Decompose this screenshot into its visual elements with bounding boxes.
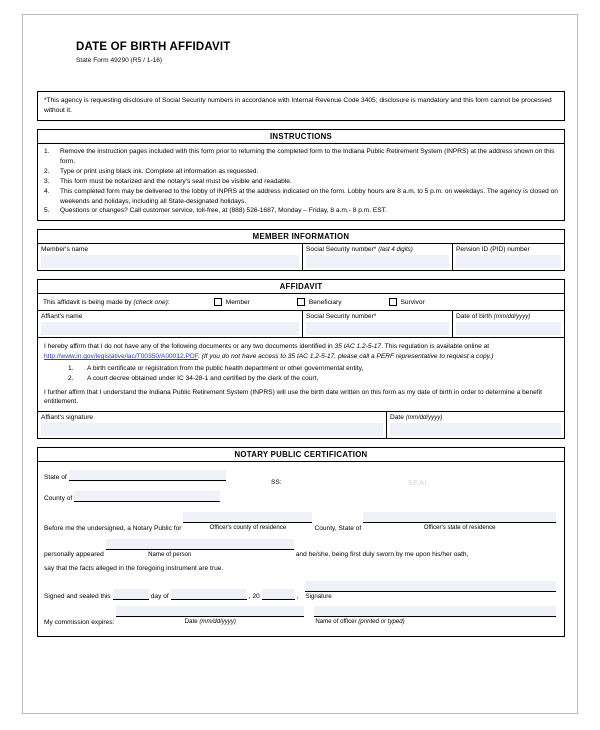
officer-name-input[interactable] (314, 606, 556, 617)
affirm-citation: 35 IAC 1.2-5-17 (334, 343, 382, 351)
commission-date-hint: (mm/dd/yyyy) (199, 618, 236, 626)
member-name-input[interactable] (41, 255, 299, 268)
instructions-heading: INSTRUCTIONS (38, 130, 564, 144)
member-pid-field[interactable] (452, 244, 564, 270)
affiant-dob-label (456, 313, 564, 320)
affirm-text-1: I hereby affirm that I do not have any of the following documents or any two documents identified in (44, 343, 335, 351)
signed-sealed-comma: , (296, 593, 299, 601)
affiant-info-row (38, 310, 564, 337)
member-pid-label: Pension ID (PID) number (456, 246, 530, 254)
affiant-name-label: Affiant's name (41, 313, 83, 321)
commission-date-input[interactable] (116, 606, 304, 617)
iac-regulation-link[interactable]: http://www.in.gov/legislative/iac/T00350/A00012.PDF (44, 353, 198, 361)
item-number: 2. (68, 375, 74, 383)
notary-seal-placeholder: SEAL (408, 480, 430, 488)
notary-signature-group (303, 581, 558, 600)
instructions-section (37, 129, 565, 221)
affiant-dob-hint: (mm/dd/yyyy) (493, 313, 531, 321)
affidavit-type-prompt-colon: : (167, 298, 170, 306)
member-name-field[interactable] (38, 244, 302, 270)
affirm-text-3: . (197, 353, 202, 361)
before-me-label: Before me the undersigned, a Notary Public for (44, 524, 182, 532)
affidavit-type-prompt-hint: (check one) (133, 298, 168, 306)
commission-date-group (114, 606, 306, 625)
commission-expires-label: My commission expires: (44, 618, 115, 626)
affidavit-section (37, 279, 565, 439)
affiant-signature-date-input[interactable] (390, 423, 561, 436)
officer-state-sublabel: Officer's state of residence (423, 524, 496, 532)
checkbox-icon[interactable] (389, 298, 397, 306)
item-number: 4. (44, 187, 50, 195)
member-ssn-label (306, 246, 452, 253)
member-name-label: Member's name (41, 246, 89, 254)
member-information-heading: MEMBER INFORMATION (38, 230, 564, 244)
affirm-parenthetical: (If you do not have access to 35 IAC 1.2-5-17, please call a PERF representative to request a copy.) (201, 353, 494, 361)
county-state-of-label: County, State of (314, 524, 362, 532)
oath-text: and he/she, being first duly sworn by me upon his/her oath, (295, 550, 469, 558)
item-text: Remove the instruction pages included with this form prior to returning the completed form to the Indiana Public Retirement System (INPRS) at the address shown on this form. (60, 148, 555, 165)
checkbox-beneficiary-label: Beneficiary (308, 298, 342, 306)
state-of-label: State of (44, 474, 67, 482)
notary-commission-line (44, 606, 558, 625)
commission-date-sublabel (114, 618, 306, 625)
list-item (44, 206, 558, 216)
notary-body (38, 462, 564, 635)
item-number: 1. (68, 365, 74, 373)
affiant-dob-field[interactable] (452, 311, 564, 337)
affirmation-text-block (38, 337, 564, 411)
notary-certification-section (37, 447, 565, 636)
commission-date-label-text: Date (184, 618, 198, 626)
facts-text: say that the facts alleged in the foregoing instrument are true. (44, 564, 224, 572)
checkbox-survivor[interactable] (389, 298, 425, 306)
list-item (44, 177, 558, 187)
checkbox-member[interactable] (214, 298, 250, 306)
state-of-input[interactable] (69, 470, 226, 481)
affiant-date-hint: (mm/dd/yyyy) (405, 414, 443, 422)
day-of-label: day of (150, 593, 169, 601)
officer-name-sublabel (315, 618, 558, 625)
notary-signed-sealed-line (44, 581, 558, 600)
officer-county-input[interactable] (183, 512, 312, 523)
list-item (68, 364, 558, 374)
further-affirmation-paragraph: I further affirm that I understand the Indiana Public Retirement System (INPRS) will use the birth date written on this form as my date of birth in order to determine a benefit entitlement. (44, 388, 542, 406)
officer-name-group (312, 606, 558, 625)
officer-state-group (361, 512, 558, 531)
affiant-signature-field[interactable] (38, 412, 386, 438)
list-item (44, 147, 558, 167)
year-input[interactable] (262, 589, 295, 600)
affidavit-type-prompt-text: This affidavit is being made by (43, 298, 132, 306)
member-information-section (37, 229, 565, 271)
item-text: A court decree obtained under IC 34-28-1 and certified by the clerk of the court, (87, 375, 319, 383)
affirmation-paragraph (44, 342, 558, 362)
officer-state-input[interactable] (363, 512, 556, 523)
page-title: DATE OF BIRTH AFFIDAVIT (76, 41, 231, 53)
ssn-disclosure-notice: *This agency is requesting disclosure of Social Security numbers in accordance with Internal Revenue Code 3405; disclosure is mandatory and this form cannot be processed without it. (37, 91, 565, 121)
day-input[interactable] (113, 589, 149, 600)
list-item (44, 167, 558, 177)
officer-county-sublabel: Officer's county of residence (209, 524, 287, 532)
member-ssn-field[interactable] (302, 244, 452, 270)
member-ssn-input[interactable] (306, 255, 449, 268)
county-of-input[interactable] (74, 491, 220, 502)
notary-before-me-line (44, 512, 558, 531)
affiant-signature-row (38, 411, 564, 438)
notary-ss-label: SS: (271, 479, 282, 487)
checkbox-beneficiary[interactable] (297, 298, 342, 306)
item-text: Type or print using black ink. Complete all information as requested. (60, 167, 259, 175)
affirm-text-2: . This regulation is available online at (381, 343, 490, 351)
item-text: This completed form may be delivered to the lobby of INPRS at the address indicated on the form. Lobby hours are 8 a.m. to 5 p.m. on weekdays. The agency is closed on weekends and holidays, including all State-designated holidays. (60, 187, 558, 205)
item-number: 3. (44, 177, 50, 185)
officer-name-label-text: Name of officer (315, 618, 357, 626)
notary-personally-appeared-line (44, 539, 558, 558)
name-of-person-group (104, 539, 296, 558)
name-of-person-sublabel: Name of person (148, 550, 192, 558)
month-input[interactable] (171, 589, 247, 600)
affidavit-heading: AFFIDAVIT (38, 280, 564, 294)
item-number: 5. (44, 207, 50, 215)
notary-signature-input[interactable] (305, 581, 556, 592)
item-text: A birth certificate or registration from the public health department or other governmental entity, (87, 365, 364, 373)
notary-facts-line (44, 565, 558, 572)
list-item (44, 187, 558, 207)
member-ssn-hint: (last 4 digits) (378, 246, 413, 254)
form-page (22, 14, 578, 714)
affiant-signature-date-field[interactable] (386, 412, 564, 438)
notary-county-line (44, 491, 558, 502)
member-ssn-label-text: Social Security number* (306, 246, 377, 254)
list-item (68, 374, 558, 384)
affiant-signature-date-label (390, 414, 564, 421)
name-of-person-input[interactable] (106, 539, 294, 550)
notary-state-line (44, 470, 558, 481)
affiant-ssn-label: Social Security number* (306, 313, 377, 321)
affiant-name-input[interactable] (41, 322, 299, 335)
signed-sealed-label: Signed and sealed this (44, 593, 111, 601)
checkbox-member-label: Member (225, 298, 250, 306)
affiant-date-label-text: Date (390, 414, 404, 422)
item-text: Questions or changes? Call customer service, toll-free, at (888) 526-1687, Monday – Friday, 8 a.m.- 8 p.m. EST. (60, 207, 387, 215)
county-of-label: County of (44, 495, 73, 503)
affidavit-type-prompt (43, 299, 170, 306)
year-prefix-label: , 20 (248, 593, 260, 601)
item-text: This form must be notarized and the notary's seal must be visible and readable. (60, 177, 292, 185)
member-pid-input[interactable] (456, 255, 561, 268)
affiant-ssn-field[interactable] (302, 311, 452, 337)
item-number: 2. (44, 167, 50, 175)
checkbox-survivor-label: Survivor (400, 298, 425, 306)
affiant-dob-input[interactable] (456, 322, 561, 335)
documents-list (44, 364, 558, 384)
personally-appeared-label: personally appeared (44, 550, 104, 558)
member-information-row (38, 244, 564, 270)
affidavit-type-row (38, 294, 564, 310)
checkbox-icon[interactable] (297, 298, 305, 306)
affiant-ssn-input[interactable] (306, 322, 449, 335)
notary-signature-sublabel: Signature (305, 592, 332, 600)
officer-county-group (181, 512, 314, 531)
affiant-signature-label: Affiant's signature (41, 414, 94, 422)
affiant-name-field[interactable] (38, 311, 302, 337)
affiant-signature-input[interactable] (41, 423, 383, 436)
form-number: State Form 49290 (R5 / 1-16) (76, 57, 163, 64)
officer-name-hint: (printed or typed) (358, 618, 405, 626)
checkbox-icon[interactable] (214, 298, 222, 306)
affiant-dob-label-text: Date of birth (456, 313, 492, 321)
notary-heading: NOTARY PUBLIC CERTIFICATION (38, 448, 564, 462)
instructions-list (38, 144, 564, 220)
item-number: 1. (44, 148, 50, 156)
